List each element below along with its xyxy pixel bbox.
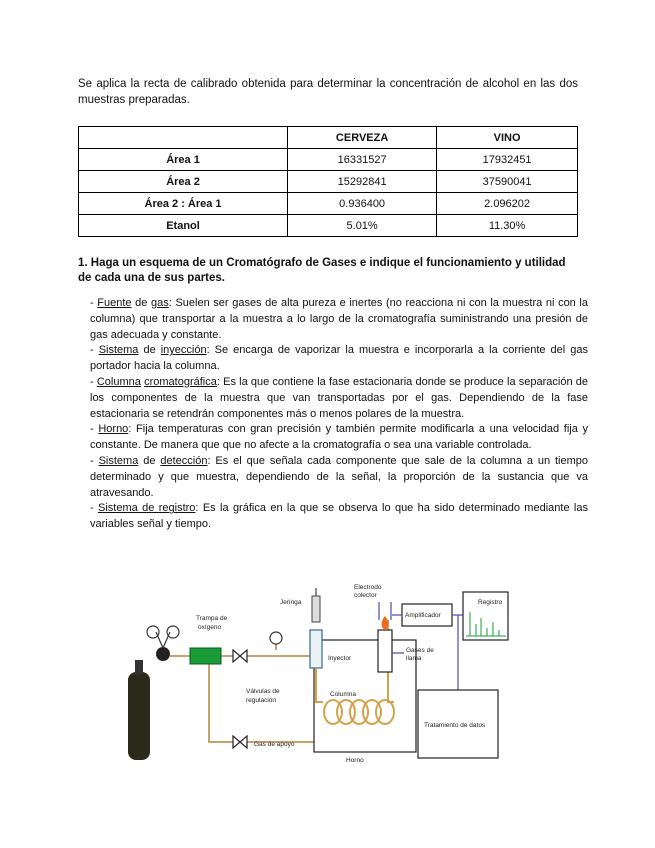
row-label: Área 2 : Área 1 <box>79 193 288 215</box>
answer-term: inyección <box>160 344 207 357</box>
answer-term: gas <box>151 297 169 309</box>
answer-item: - Sistema de registro: Es la gráfica en la que se observa lo que ha sido determinado mediante las variables señal y tiempo. <box>90 502 588 531</box>
svg-text:Columna: Columna <box>330 691 357 698</box>
table-header-empty <box>79 127 288 149</box>
answer-term: detección <box>160 454 208 467</box>
cell-cerveza: 5.01% <box>288 215 437 237</box>
answer-item: - Columna cromatográfica: Es la que contiene la fase estacionaria donde se produce la separación de los componentes de la muestra que van transportadas por el gas. Dependiendo de la fase estacionaria se retendrán componentes más o menos polares de la muestra. <box>90 375 588 420</box>
cell-vino: 37590041 <box>437 171 578 193</box>
cell-vino: 11.30% <box>437 215 578 237</box>
table-row <box>79 193 578 215</box>
answer-item: - Sistema de inyección: Se encarga de vaporizar la muestra e incorporarla a la corriente del gas portador hacia la columna. <box>90 344 588 373</box>
valve-icon <box>233 650 247 748</box>
cell-cerveza: 15292841 <box>288 171 437 193</box>
answer-term: Columna <box>96 375 141 388</box>
answer-term: Sistema de registro <box>98 502 196 515</box>
results-table <box>78 126 578 237</box>
cell-cerveza: 0.936400 <box>288 193 437 215</box>
flame-detector <box>378 630 392 672</box>
svg-text:Electrodo: Electrodo <box>354 584 382 591</box>
cell-cerveza: 16331527 <box>288 149 437 171</box>
answer-term: Fuente <box>97 297 132 309</box>
table-row <box>79 215 578 237</box>
injector <box>310 630 322 668</box>
answer-term: Sistema <box>98 454 139 467</box>
svg-text:Registro: Registro <box>478 599 503 606</box>
syringe <box>312 596 320 622</box>
table-header-vino: VINO <box>437 127 578 149</box>
answer-term: Sistema <box>98 344 139 357</box>
cell-vino: 17932451 <box>437 149 578 171</box>
gas-cylinder <box>128 672 150 760</box>
svg-text:Válvulas de: Válvulas de <box>246 688 280 695</box>
svg-text:regulación: regulación <box>246 697 276 704</box>
table-row <box>79 171 578 193</box>
answer-item: - Sistema de detección: Es el que señala cada componente que sale de la columna a un tiempo determinado y que muestra, dependiendo de la señal, la proporción de la sustancia que va atravesando. <box>90 454 588 499</box>
answers-list <box>90 296 588 533</box>
svg-text:oxígeno: oxígeno <box>198 624 222 631</box>
intro-paragraph: Se aplica la recta de calibrado obtenida para determinar la concentración de alcohol en las dos muestras preparadas. <box>78 78 578 106</box>
svg-text:Horno: Horno <box>346 757 364 764</box>
pressure-gauge-icon <box>270 632 282 644</box>
svg-text:Tratamiento de datos: Tratamiento de datos <box>424 722 486 729</box>
svg-text:Gases de: Gases de <box>406 647 434 654</box>
answer-term: cromatográfica <box>144 375 217 388</box>
table-header-row <box>79 127 578 149</box>
row-label: Área 2 <box>79 171 288 193</box>
cylinder-valve <box>135 660 143 674</box>
table-row <box>79 149 578 171</box>
row-label: Área 1 <box>79 149 288 171</box>
row-label: Etanol <box>79 215 288 237</box>
svg-text:Trampa de: Trampa de <box>196 615 228 622</box>
svg-text:Amplificador: Amplificador <box>405 612 441 619</box>
answer-term: Horno <box>98 423 129 436</box>
svg-text:colector: colector <box>354 592 377 599</box>
svg-text:Jeringa: Jeringa <box>280 599 302 606</box>
oxygen-trap <box>190 648 221 664</box>
svg-text:llama: llama <box>406 655 422 662</box>
svg-text:Inyector: Inyector <box>328 655 352 662</box>
gas-chromatograph-diagram <box>118 580 518 770</box>
answer-item: - Fuente de gas: Suelen ser gases de alta pureza e inertes (no reacciona ni con la muestra ni con la columna) que transportar a la muestra a lo largo de la cromatografía suministrando una presión de gas adecuada y constante. <box>90 297 588 341</box>
svg-text:Gas de apoyo: Gas de apoyo <box>254 741 295 748</box>
answer-item: - Horno: Fija temperaturas con gran precisión y también permite modificarla a una velocidad fija y constante. De manera que que no afecte a la cromatografía o sea una variable controlada. <box>90 423 588 452</box>
regulator <box>156 647 170 661</box>
table-header-cerveza: CERVEZA <box>288 127 437 149</box>
cell-vino: 2.096202 <box>437 193 578 215</box>
question-heading: 1. Haga un esquema de un Cromatógrafo de Gases e indique el funcionamiento y utilidad de cada una de sus partes. <box>78 257 566 284</box>
